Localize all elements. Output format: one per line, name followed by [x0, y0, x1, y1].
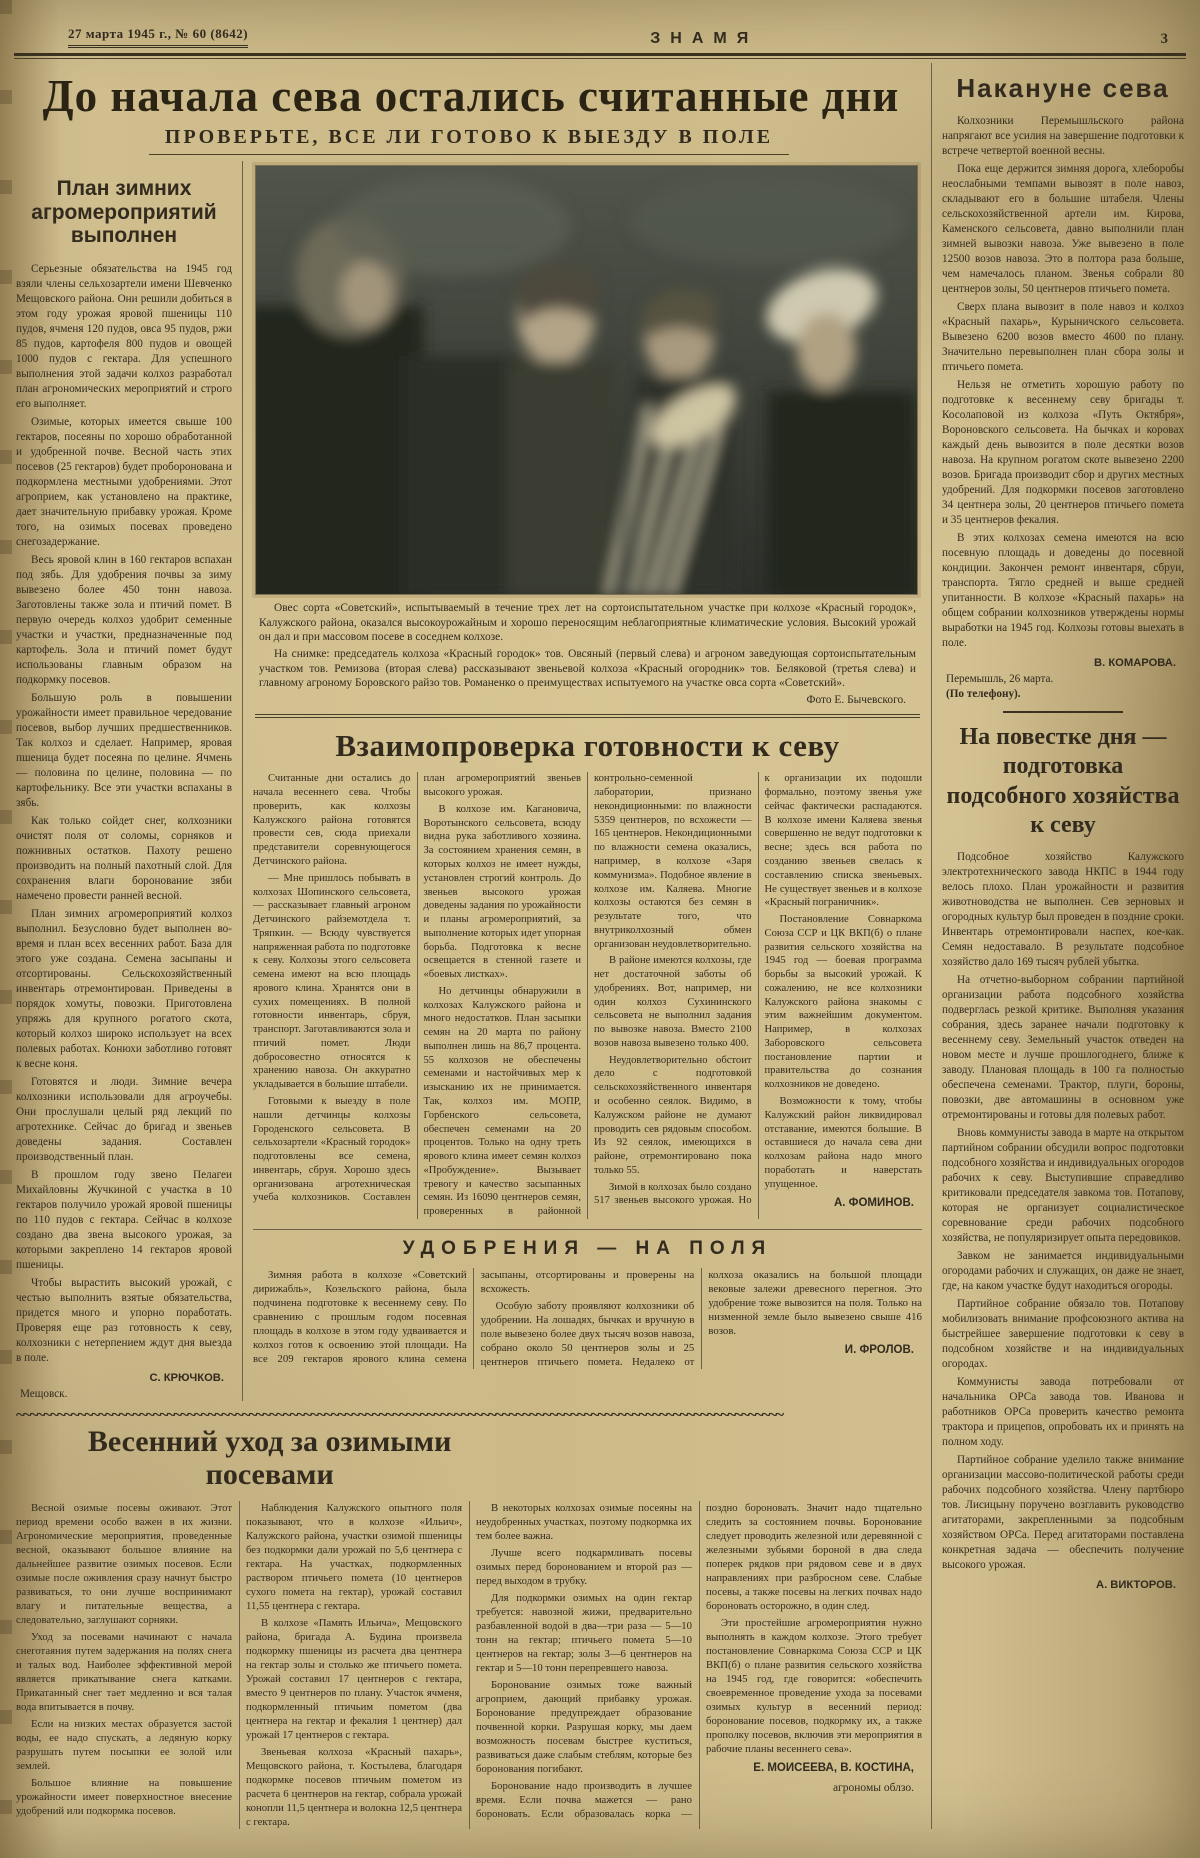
paragraph: В колхозе им. Кагановича, Воротынского сельсовета, всюду видна рука заботливого хозяина. За состоянием хранения семян, в которых колхоз не имеет нужды, установлен строгий контроль. До звеньев высокого урожая доведены задания по урожайности и планы агромероприятий, за выполнение которых идет упорная борьба. Подготовка к весне освещается в стенной газете и «боевых листках». — [423, 803, 581, 981]
paragraph: Неудовлетворительно обстоит дело с подготовкой сельскохозяйственного инвентаря и особенно сеялок. Видимо, в Калужском районе не думают проводить сев рядовым способом. Из 92 сеялок, имеющихся в районе, отремонтировано пока только 55. — [594, 1054, 752, 1176]
article-plan-title: План зимних агромероприятий выполнен — [31, 177, 217, 248]
paragraph: Как только сойдет снег, колхозники очистят поля от соломы, сорняков и пожнивных остатков. Пахоту решено производить на полный пахотный слой. Для сохранения влаги боронование зяби намечено провести ранней весной. — [16, 814, 232, 902]
paragraph: Боронование озимых тоже важный агроприем, дающий прибавку урожая. Боронование предупреждает образование почвенной корки. Разрушая корку, мы даем возможность посевам быстрее куститься, развиваться даже слабым стеблям, которые без боронования погибают. — [476, 1678, 692, 1775]
photo-oats-inspection — [255, 165, 918, 595]
right-column — [931, 63, 1188, 1829]
paragraph: Подсобное хозяйство Калужского электротехнического завода НКПС в 1944 году велось плохо. План урожайности и развития животноводства не выполнен. Сев зерновых и огородных культур был проведен в поздние сроки. Инвентарь отремонтировали наспех, кое-как. Семян недоставало. В результате подсобное хозяйство дало 169 тысяч рублей убытка. — [942, 851, 1184, 969]
article-nakanune-body — [942, 114, 1184, 651]
article-vesenny-signature-role: агрономы облзо. — [832, 1782, 914, 1795]
paragraph: Особую заботу проявляют колхозники об удобрении. На лошадях, бычках и вручную в поле вывезено более двух тысяч возов навоза, собрано около 50 центнеров золы и 25 центнеров птичьего помета. Недалеко от колхоза оказались на большой площади вековые залежи древесного перегноя. Это удобрение тоже вывозится на поля. Только на низменной земле было вывезено свыше 416 возов. — [480, 1268, 922, 1369]
article-vzaimo-signature: А. ФОМИНОВ. — [833, 1197, 914, 1210]
paragraph: Зимой в колхозах было создано 517 звеньев высокого урожая. Но к организации их подошли формально, поэтому звенья уже сейчас фактически распадаются. В колхозе имени Каляева звенья совершенно не ведут подготовки к весне; здесь вся работа по созданию звеньев свелась к составлению списка звеньевых. Не существует звеньев и в колхозе «Красный пограничник». — [594, 773, 922, 1207]
paragraph: Серьезные обязательства на 1945 год взяли члены сельхозартели имени Шевченко Мещовского района. Они решили добиться в этом году урожая яровой пшеницы 110 пудов, ячменя 120 пудов, овса 95 пудов, ржи 85 пудов, картофеля 800 пудов и овощей 1000 пудов с гектара. Для успешного выполнения этой задачи колхоз разработал план агрономических мероприятий и строго его выполняет. — [16, 262, 232, 410]
article-plan — [16, 161, 243, 1401]
upper-band — [16, 161, 922, 1401]
lead-headline: До начала сева остались считанные дни — [42, 71, 900, 121]
paragraph: На отчетно-выборном собрании партийной организации работа подсобного хозяйства подверглась резкой критике. Выполняя указания собрания, здесь заранее начали подготовку к весеннему севу. Земельный участок отведен на новом месте и лучше прошлогоднего, ближе к заводу. Плановая площадь в 100 га полностью обеспечена семенами. Трактор, плуги, бороны, повозки, две автомашины в основном уже отремонтированы и готовы для полевых работ. — [942, 974, 1184, 1122]
article-nakanune-title: Накануне сева — [956, 73, 1170, 103]
paragraph: Чтобы вырастить высокий урожай, с честью выполнить взятые обязательства, придется много и упорно поработать. Проверяя еще раз готовность к севу, колхозники с нетерпением ждут дня выезда в поле. — [16, 1276, 232, 1364]
paragraph: Завком не занимается индивидуальными огородами рабочих и служащих, он даже не знает, где, на каком участке будут находиться огороды. — [942, 1250, 1184, 1293]
article-nakanune-dateline: Перемышль, 26 марта. — [946, 673, 1054, 685]
paragraph: Большое влияние на повышение урожайности имеет поверхностное внесение удобрений или подкормка посевов. — [16, 1776, 232, 1818]
masthead — [0, 0, 1200, 50]
article-plan-signature: С. КРЮЧКОВ. — [149, 1371, 224, 1384]
paragraph: Боронование надо производить в лучшее время. Если почва мажется — рано бороновать. Если образовалась корка — поздно бороновать. Значит надо тщательно следить за состоянием почвы. Боронование следует проводить железной или деревянной с железными зубьями бороной в два следа поперек рядков при рядовом севе и в двух направлениях при разбросном севе. Слабые посевы, а также посевы на легких почвах надо бороновать осторожно, в один след. — [476, 1501, 922, 1821]
article-udobreniya-body — [253, 1268, 922, 1369]
date-line: 27 марта 1945 г., № 60 (8642) — [68, 26, 248, 48]
paragraph: Большую роль в повышении урожайности имеет правильное чередование посевов, выбор лучших предшественников. Так колхоз и сделает. Например, яровая пшеница будет посеяна по целине. Ячмень — половина по целине, половина — по картофельнику. Все эти участки вспаханы в зябь. — [16, 691, 232, 809]
paragraph: Озимые, которых имеется свыше 100 гектаров, посеяны по хорошо обработанной и удобренной почве. Весной часть этих посевов (25 гектаров) будет проборонована и подкормлена местными удобрениями. Этот агроприем, как установлено на практике, дает значительную прибавку урожая. Кроме того, на озимых посевах проведено снегозадержание. — [16, 415, 232, 548]
paragraph: Сверх плана вывозит в поле навоз и колхоз «Красный пахарь», Курыничского сельсовета. Вывезено 6200 возов вместо 4600 по плану. Значительно перевыполнен план сбора золы и птичьего помета. — [942, 301, 1184, 373]
article-plan-body — [16, 262, 232, 1366]
article-vesenny — [16, 1425, 922, 1829]
photo-credit: Фото Е. Бычевского. — [806, 693, 906, 706]
paragraph: Наблюдения Калужского опытного поля показывают, что в колхозе «Ильич», Калужского района, участки озимой пшеницы без подкормки дали урожай по 5,6 центнера с гектара. На участках, подкормленных раствором птичьего помета (10 центнеров сухого помета на гектар), урожай составил 11,55 центнера с гектара. — [246, 1501, 462, 1612]
article-nakanune-signature: В. КОМАРОВА. — [1094, 657, 1176, 669]
paragraph: Весь яровой клин в 160 гектаров вспахан под зябь. Для удобрения почвы за зиму вывезено более 450 тонн навоза. Заготовлены также зола и птичий помет. В первую очередь колхоз удобрит семенные участки и участки, предназначенные под картофель. Зола и птичий помет будут использованы главным образом на подкормку посевов. — [16, 553, 232, 686]
paragraph: Для подкормки озимых на один гектар требуется: навозной жижи, предварительно разбавленной водой в два—три раза — 5—10 тонн на гектар; птичьего помета 5—10 центнеров на гектар; золы 3—6 центнеров на гектар и 5—10 тонн перепревшего навоза. — [476, 1591, 692, 1674]
paragraph: — Мне пришлось побывать в колхозах Шопинского сельсовета, — рассказывает главный агроном Детчинского райземотдела т. Тряпкин. — Всюду чувствуется напряженная работа по подготовке к севу. Колхозы этого сельсовета семена имеют на всю площадь ярового клина. Хранятся они в сухих помещениях. В полной готовности инвентарь, сбруя, транспорт. Заготавливаются зола и птичий помет. Люди добросовестно относятся к хранению навоза. Он аккуратно укладывается в большие штабели. — [253, 872, 411, 1091]
article-povestka-signature: А. ВИКТОРОВ. — [1096, 1579, 1176, 1592]
article-nakanune-byphone: (По телефону). — [946, 688, 1021, 700]
article-vesenny-title: Весенний уход за озимыми посевами — [87, 1424, 452, 1491]
paragraph: Уход за посевами начинают с начала снеготаяния путем задержания на полях снега и талых вод. Наиболее эффективной мерой является прикатывание снега катками. Прикатанный снег тает медленно и вся талая вода впитывается в почву. — [16, 1630, 232, 1713]
paragraph: В некоторых колхозах озимые посеяны на неудобренных участках, поэтому подкормка их тем более важна. — [476, 1501, 692, 1542]
lead-subhead: ПРОВЕРЬТЕ, ВСЕ ЛИ ГОТОВО К ВЫЕЗДУ В ПОЛЕ — [164, 126, 774, 149]
photo-illustration — [256, 166, 917, 594]
article-povestka-body — [942, 850, 1184, 1573]
paragraph: В этих колхозах семена имеются на всю посевную площадь и доведены до посевной кондиции. Закончен ремонт инвентаря, сбруи, транспорта. Тягло средней и выше средней упитанности. В колхозе «Красный пахарь» на общем собрании колхозников утверждены нормы выработки на 1945 год. Колхозы готовы выехать в поле. — [942, 532, 1184, 649]
article-povestka-title: На повестке дня — подготовка подсобного хозяйства к севу — [946, 724, 1180, 838]
paragraph: Но детчинцы обнаружили в колхозах Калужского района и много недостатков. План засыпки семян на 20 марта по району выполнен лишь на 86,7 процента. 55 колхозов не обеспечены семенами и настойчивых мер к изысканию их не принимается. Так, колхоз им. МОПР, Горбенского сельсовета, обеспечен семенами на 20 процентов. Только на одну треть ярового клина имеет семян колхоз «Пробуждение». Вызывает тревогу и качество засыпанных семян. Из 16090 центнеров семян, проверенных в районной контрольно-семенной лаборатории, признано некондиционными: по влажности 5359 центнеров, по всхожести — 165 центнеров. Некондиционными по влажности семена оказались, например, в колхозе «Заря коммунизма». Подобное явление в колхозе им. Каляева. Многие колхозы остаются без семян в результате того, что внутриколхозный обмен организован неудовлетворительно. — [423, 773, 752, 1218]
paragraph: Колхозники Перемышльского района напрягают все усилия на завершение подготовки к встрече четвертой военной весны. — [942, 115, 1184, 157]
paragraph: Звеньевая колхоза «Красный пахарь», Мещовского района, т. Костылева, благодаря подкормке посевов птичьим пометом из расчета 6 центнеров на гектар, собрала урожай конопли 11,5 центнера и волокна 12,5 центнера с гектара. — [246, 1745, 462, 1829]
article-plan-dateline: Мещовск. — [20, 1387, 68, 1400]
article-vesenny-signature: Е. МОИСЕЕВА, В. КОСТИНА, — [753, 1761, 914, 1774]
paragraph: Готовятся и люди. Зимние вечера колхозники использовали для агроучебы. Они прослушали целый ряд лекций по агротехнике. Сейчас до бригад и звеньев доведены задания. Составлен производственный план. — [16, 1075, 232, 1163]
paragraph: Готовыми к выезду в поле нашли детчинцы колхозы Городенского сельсовета. В сельхозартели «Красный городок» подготовлены все семена, инвентарь, сбруя. Хорошо здесь организована агротехническая учеба колхозников. Составлен план агромероприятий звеньев высокого урожая. — [253, 773, 581, 1204]
paragraph: Зимняя работа в колхозе «Советский дирижабль», Козельского района, была подчинена подготовке к весеннему севу. По сравнению с прошлым годом посевная площадь в колхозе в этом году удваивается и колхоз готов к освоению этой площади. На все 209 гектаров ярового клина семена засыпаны, отсортированы и проверены на всхожесть. — [253, 1268, 695, 1366]
middle-band — [243, 161, 922, 1401]
paragraph: Партийное собрание уделило также внимание организации массово-политической работы среди рабочих подсобного хозяйства. Члену партбюро тов. Лисицыну поручено возглавить руководство агитаторами, закрепленными за подсобным хозяйством ОРСа. Перед агитаторами поставлена конкретная задача — обеспечить получение высокого урожая. — [942, 1454, 1184, 1572]
paragraph: В районе имеются колхозы, где нет достаточной заботы об удобрениях. Вот, например, ни один колхоз Сухининского сельсовета не выполнил задания по вывозке навоза. Вместо 2100 возов навоза вывезено только 400. — [594, 955, 752, 1049]
caption-onsnimke: На снимке: председатель колхоза «Красный городок» тов. Овсяный (первый слева) и агроном заведующая сортоиспытательным участком тов. Ремизова (вторая слева) рассказывают звеньевой колхоза «Красный огородник» тов. Беляковой (третья слева) и главному агроному Боровского райзо тов. Романенко о преимуществах испытуемого на участке овса сорта «Советский». — [259, 648, 916, 690]
article-udobreniya-signature: И. ФРОЛОВ. — [844, 1344, 914, 1357]
article-udobreniya-title: УДОБРЕНИЯ — НА ПОЛЯ — [253, 1229, 922, 1260]
newspaper-title: ЗНАМЯ — [650, 30, 759, 47]
paragraph: Нельзя не отметить хорошую работу по подготовке к весеннему севу бригады т. Косолаповой из колхоза «Путь Октября», Вороновского сельсовета. На бычках и коровах каждый день вывозится в поле десятки возов навоза. На крупном рогатом скоте вывезено 2200 возов. Бригада производит сбор и других местных удобрений. Для подкормки посевов заготовлено 34 центнера золы, 20 центнеров птичьего помета и 35 центнеров фекалия. — [942, 379, 1184, 526]
paragraph: Считанные дни остались до начала весеннего сева. Чтобы проверить, как колхозы Калужского района готовятся провести сев, сюда приехали представители соревнующегося Детчинского района. — [253, 773, 411, 867]
paragraph: Пока еще держится зимняя дорога, хлеборобы неослабными темпами вывозят в поле навоз, складывают его в большие штабеля. Члены сельскохозяйственной артели им. Кирова, Каменского сельсовета, давно выполнили план зимней вывозки навоза. Уже вывезено в поле 12500 возов навоза. Это в полтора раза больше, чем намечалось планом. Звенья собрали 80 центнеров золы, 50 центнеров птичьего помета. — [942, 163, 1184, 295]
article-vesenny-text — [16, 1501, 922, 1829]
photo-caption — [255, 595, 920, 718]
paragraph: Коммунисты завода потребовали от начальника ОРСа завода тов. Иванова и работников ОРСа проверить качество ремонта трактора и прицепов, опробовать их и принять на полном ходу. — [942, 1376, 1184, 1449]
paragraph: В колхозе «Память Ильича», Мещовского района, бригада А. Будина произвела подкормку пшеницы из расчета два центнера на гектар золы и столько же птичьего помета. Урожай составил 17 центнеров с гектара, вместо 9 центнеров по плану. Участок ячменя, подкормленный птичьим пометом (два центнера на гектар и фекалия 1 центнер) дал урожай 17 центнеров с гектара. — [246, 1616, 462, 1741]
paragraph: Эти простейшие агромероприятия нужно выполнять в каждом колхозе. Этого требует постановление Совнаркома Союза ССР и ЦК ВКП(б) о плане развития сельского хозяйства на 1945 год, где говорится: «обеспечить своевременное проведение ухода за посевами озимых культур в весенний период: боронование посевов, подкормку их, а также прополку посевов, включив эти мероприятия в рабочие планы весеннего сева». — [706, 1616, 922, 1755]
paragraph: Постановление Совнаркома Союза ССР и ЦК ВКП(б) о плане развития сельского хозяйства на 1945 год — боевая программа борьбы за высокий урожай. К сожалению, не все колхозники Калужского района знакомы с этим важнейшим документом. Например, в колхозах Заборовского сельсовета постановление партии и правительства до сознания колхозников не доведено. — [764, 914, 922, 1091]
page-number: 3 — [1160, 31, 1168, 47]
page-body — [0, 59, 1200, 1829]
paragraph: Вновь коммунисты завода в марте на открытом партийном собрании обсудили вопрос подготовки подсобного хозяйства и индивидуальных огородов рабочих к севу. Выступившие справедливо критиковали председателя завкома тов. Потапову, которая не организует социалистическое соревнование среди рабочих подсобного хозяйства, не популяризирует опыта передовиков. — [942, 1127, 1184, 1245]
wavy-rule — [16, 1409, 922, 1421]
article-vzaimo-text — [253, 772, 922, 1219]
subhead-rule — [149, 154, 789, 155]
section-divider — [1003, 711, 1123, 713]
paragraph: Весной озимые посевы оживают. Этот период времени особо важен в их жизни. Агрономические мероприятия, проведенные весной, оказывают большое влияние на дальнейшее развитие озимых посевов. Если озимые после оживления сразу начнут быстро развиваться, то они лучше воспринимают влагу и питательные вещества, а следовательно, заглушают сорняки. — [16, 1501, 232, 1626]
article-vesenny-body — [16, 1501, 922, 1829]
paragraph: Возможности к тому, чтобы Калужский район ликвидировал отставание, имеются большие. В оставшиеся до начала сева дни колхозам района надо много поработать и наверстать упущенное. — [764, 1096, 922, 1190]
paragraph: Если на низких местах образуется застой воды, ее надо спускать, а ледяную корку разрушать путем посыпки ее золой или землей. — [16, 1717, 232, 1772]
paragraph: Партийное собрание обязало тов. Потапову мобилизовать внимание профсоюзного актива на быстрейшее завершение подготовки к севу в подсобном хозяйстве и на индивидуальных огородах. — [942, 1298, 1184, 1371]
article-vzaimo-title: Взаимопроверка готовности к севу — [335, 728, 840, 764]
main-zone — [16, 63, 922, 1829]
paragraph: В прошлом году звено Пелагеи Михайловны Жучкиной с участка в 10 гектаров получило урожай яровой пшеницы по 110 пудов с гектара. Сейчас в колхозе создано два звена высокого урожая, за которыми закреплено 14 гектаров яровой пшеницы. — [16, 1168, 232, 1271]
paragraph: План зимних агромероприятий колхоз выполнил. Безусловно будет выполнен во-время и план всех весенних работ. База для этого уже создана. Семена засыпаны и отсортированы. Сельскохозяйственный инвентарь отремонтирован. Приведены в порядок хомуты, повозки. Приготовлена упряжь для крупного рогатого скота, который колхоз широко использует на всех полевых работах. Конюхи заботливо готовят к весне коня. — [16, 907, 232, 1070]
article-vzaimo-body — [253, 772, 922, 1219]
caption-intro: Овес сорта «Советский», испытываемый в течение трех лет на сортоиспытательном участке при колхозе «Красный городок», Калужского района, оказался высокоурожайным и хорошо переносящим неблагоприятные климатические условия. Высокий урожай он дал и при массовом посеве в соседнем колхозе. — [259, 602, 916, 644]
paragraph: Лучше всего подкармливать посевы озимых перед боронованием и второй раз — перед выходом в трубку. — [476, 1546, 692, 1587]
